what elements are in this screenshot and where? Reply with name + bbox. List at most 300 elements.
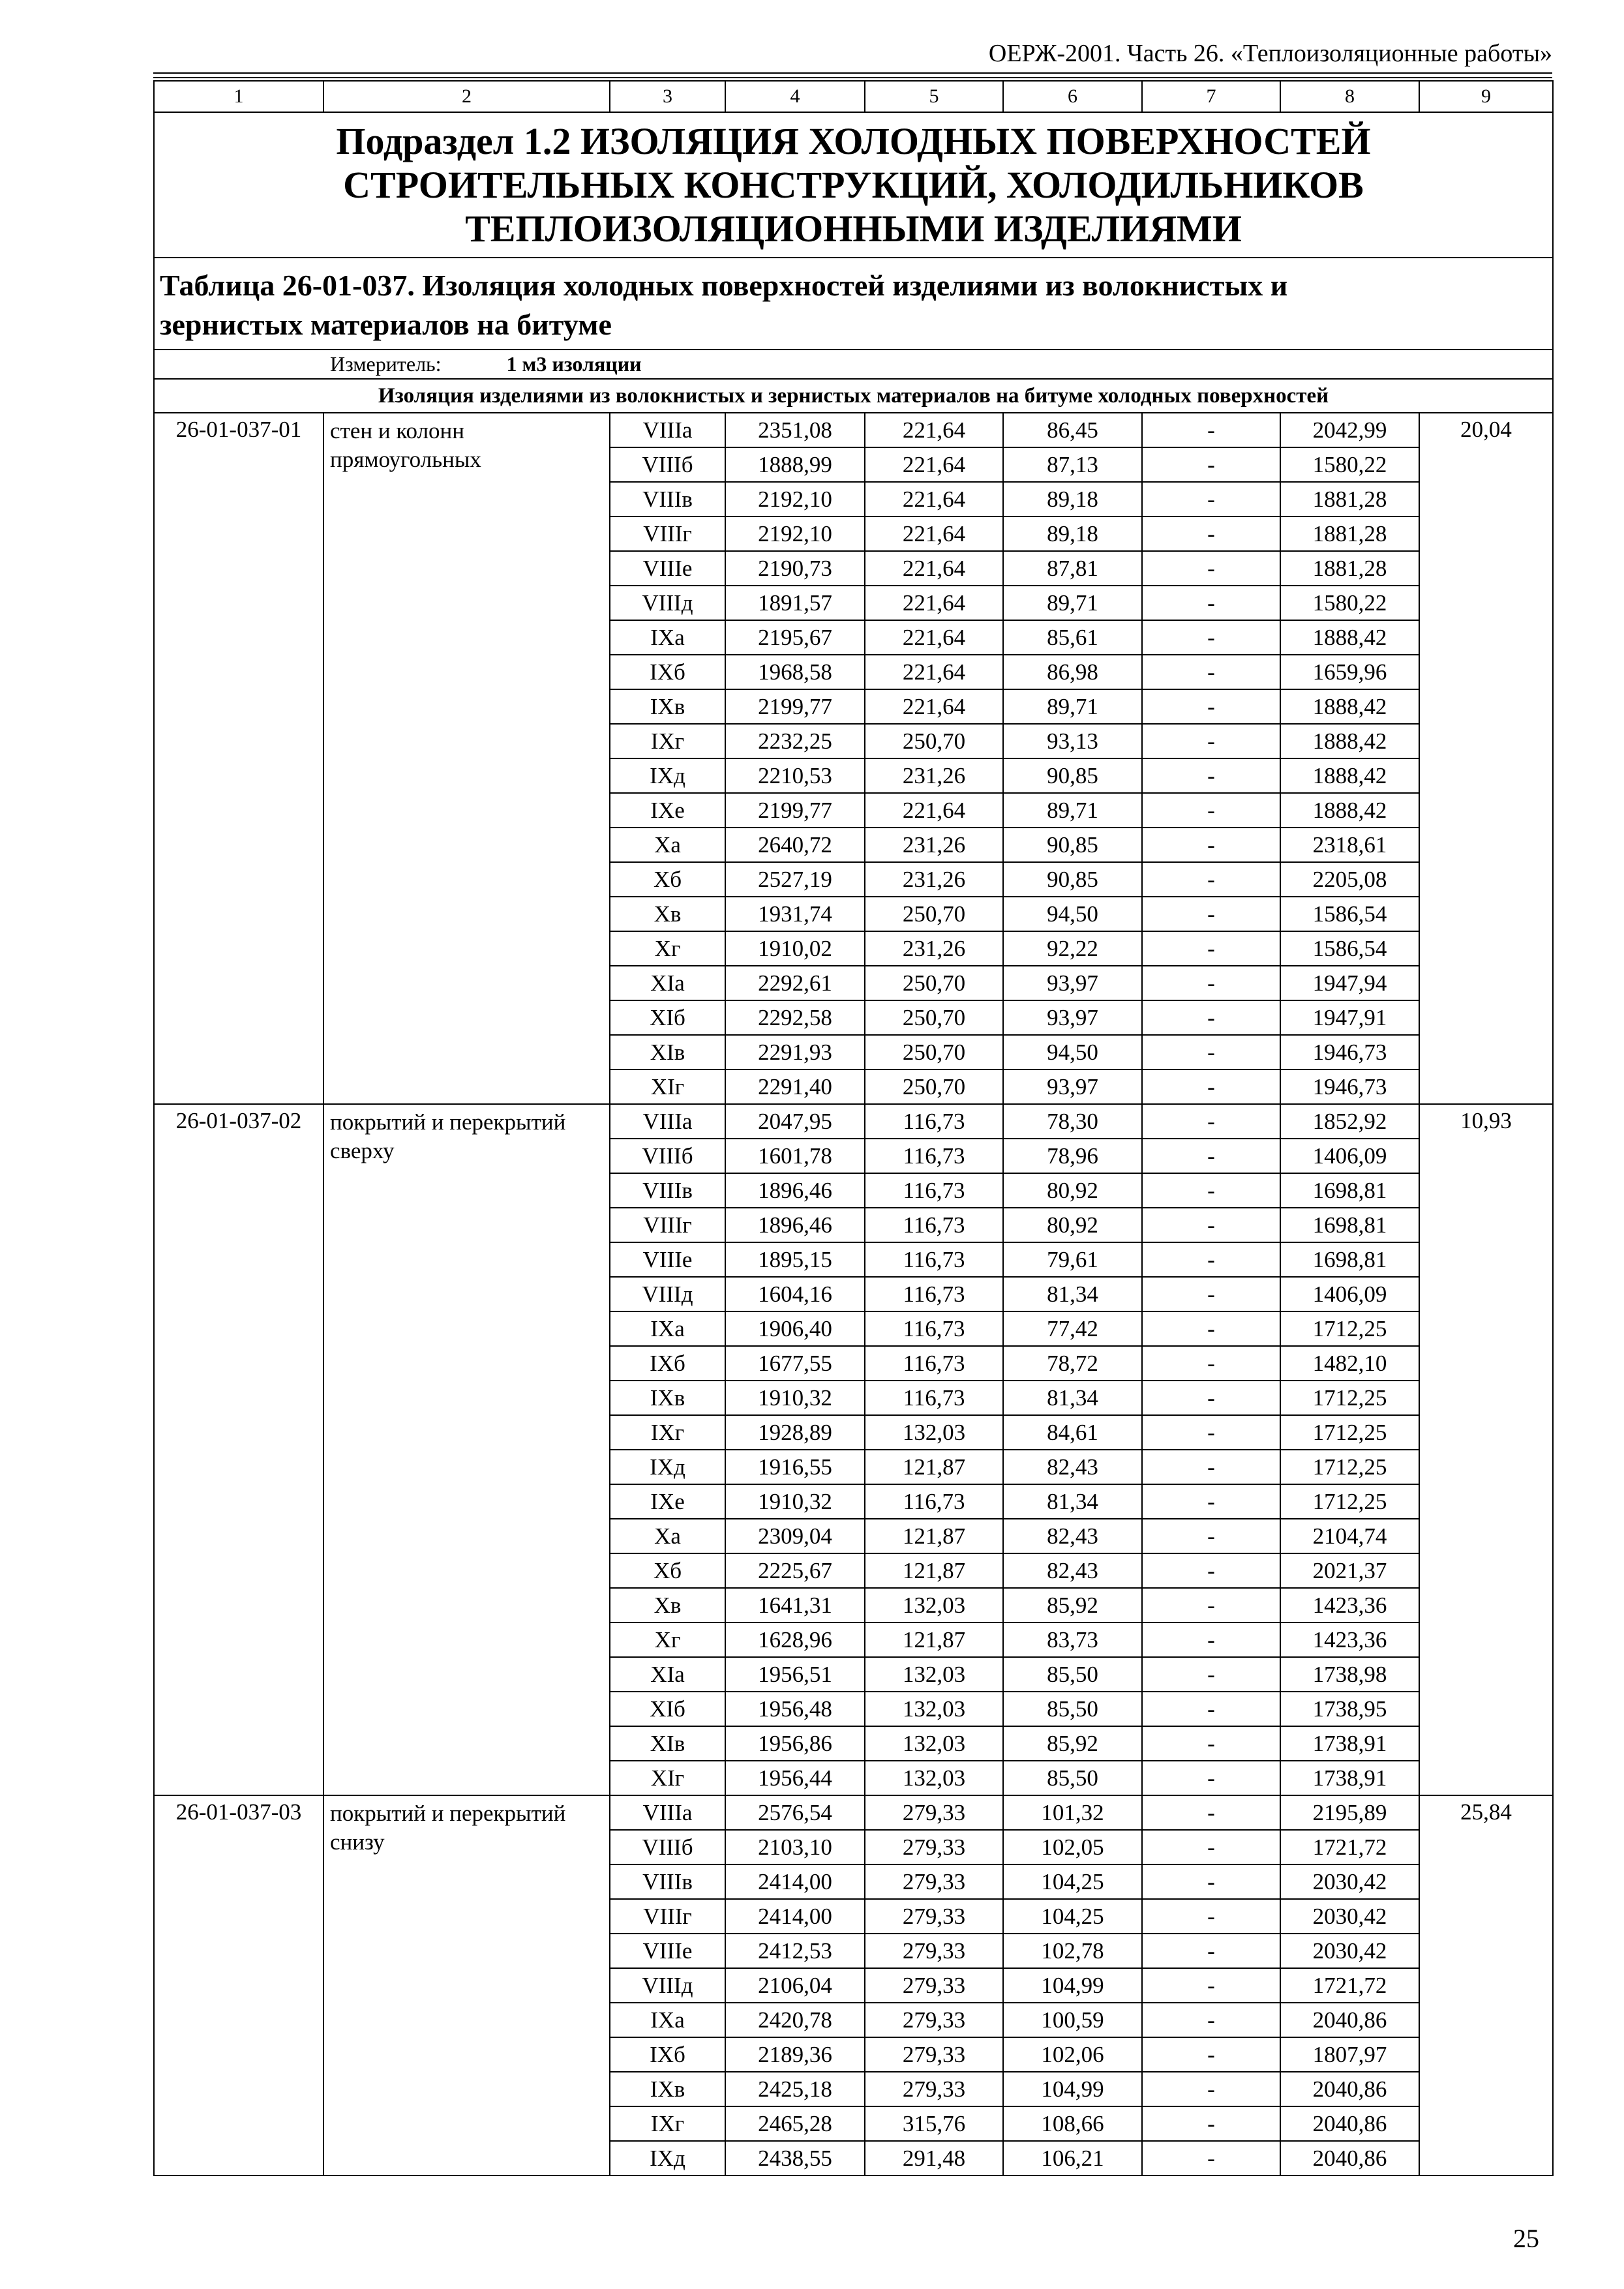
driver-wage-cell: - <box>1142 2003 1280 2037</box>
labor-cost-cell: 132,03 <box>865 1657 1003 1692</box>
zone-cell: Xв <box>610 897 725 931</box>
zone-cell: IXе <box>610 1484 725 1519</box>
machine-cost-cell: 104,99 <box>1003 2072 1142 2106</box>
material-cost-cell: 1738,91 <box>1280 1761 1419 1795</box>
driver-wage-cell: - <box>1142 1000 1280 1035</box>
section-title-line: СТРОИТЕЛЬНЫХ КОНСТРУКЦИЙ, ХОЛОДИЛЬНИКОВ <box>343 164 1364 206</box>
total-cost-cell: 1677,55 <box>725 1346 865 1381</box>
machine-cost-cell: 104,25 <box>1003 1899 1142 1934</box>
zone-cell: Xа <box>610 1519 725 1553</box>
labor-cost-cell: 132,03 <box>865 1692 1003 1726</box>
zone-cell: IXд <box>610 2141 725 2176</box>
labor-cost-cell: 132,03 <box>865 1588 1003 1623</box>
description-cell: покрытий и перекрытий снизу <box>323 1795 610 2176</box>
total-cost-cell: 2465,28 <box>725 2106 865 2141</box>
material-cost-cell: 1721,72 <box>1280 1968 1419 2003</box>
machine-cost-cell: 102,05 <box>1003 1830 1142 1864</box>
zone-cell: Xв <box>610 1588 725 1623</box>
machine-cost-cell: 93,97 <box>1003 1070 1142 1104</box>
driver-wage-cell: - <box>1142 1208 1280 1242</box>
machine-cost-cell: 89,71 <box>1003 689 1142 724</box>
total-cost-cell: 1956,86 <box>725 1726 865 1761</box>
machine-cost-cell: 81,34 <box>1003 1381 1142 1415</box>
total-cost-cell: 2576,54 <box>725 1795 865 1830</box>
machine-cost-cell: 89,71 <box>1003 793 1142 828</box>
material-cost-cell: 1888,42 <box>1280 689 1419 724</box>
driver-wage-cell: - <box>1142 551 1280 586</box>
labor-cost-cell: 221,64 <box>865 413 1003 447</box>
zone-cell: XIг <box>610 1761 725 1795</box>
material-cost-cell: 2040,86 <box>1280 2072 1419 2106</box>
driver-wage-cell: - <box>1142 1277 1280 1311</box>
labor-cost-cell: 116,73 <box>865 1311 1003 1346</box>
total-cost-cell: 1928,89 <box>725 1415 865 1450</box>
total-cost-cell: 2199,77 <box>725 793 865 828</box>
labor-cost-cell: 231,26 <box>865 862 1003 897</box>
zone-cell: VIIIг <box>610 1899 725 1934</box>
machine-cost-cell: 92,22 <box>1003 931 1142 966</box>
table-title <box>154 258 1553 350</box>
machine-cost-cell: 102,78 <box>1003 1934 1142 1968</box>
zone-cell: VIIIе <box>610 1934 725 1968</box>
zone-cell: IXа <box>610 1311 725 1346</box>
labor-rate-cell: 10,93 <box>1419 1104 1553 1795</box>
material-cost-cell: 1947,91 <box>1280 1000 1419 1035</box>
zone-cell: IXв <box>610 1381 725 1415</box>
machine-cost-cell: 85,92 <box>1003 1726 1142 1761</box>
zone-cell: Xг <box>610 931 725 966</box>
material-cost-cell: 1888,42 <box>1280 793 1419 828</box>
meter-label: Измеритель: <box>330 352 442 376</box>
labor-cost-cell: 231,26 <box>865 758 1003 793</box>
labor-cost-cell: 250,70 <box>865 1000 1003 1035</box>
machine-cost-cell: 93,13 <box>1003 724 1142 758</box>
total-cost-cell: 1916,55 <box>725 1450 865 1484</box>
zone-cell: XIв <box>610 1726 725 1761</box>
material-cost-cell: 1881,28 <box>1280 551 1419 586</box>
machine-cost-cell: 102,06 <box>1003 2037 1142 2072</box>
driver-wage-cell: - <box>1142 1623 1280 1657</box>
driver-wage-cell: - <box>1142 2072 1280 2106</box>
zone-cell: VIIIд <box>610 1968 725 2003</box>
driver-wage-cell: - <box>1142 1381 1280 1415</box>
driver-wage-cell: - <box>1142 862 1280 897</box>
machine-cost-cell: 78,30 <box>1003 1104 1142 1139</box>
zone-cell: IXе <box>610 793 725 828</box>
material-cost-cell: 1807,97 <box>1280 2037 1419 2072</box>
material-cost-cell: 1712,25 <box>1280 1381 1419 1415</box>
material-cost-cell: 2195,89 <box>1280 1795 1419 1830</box>
total-cost-cell: 1641,31 <box>725 1588 865 1623</box>
machine-cost-cell: 108,66 <box>1003 2106 1142 2141</box>
machine-cost-cell: 80,92 <box>1003 1173 1142 1208</box>
total-cost-cell: 1604,16 <box>725 1277 865 1311</box>
machine-cost-cell: 85,50 <box>1003 1761 1142 1795</box>
column-number: 1 <box>154 81 323 112</box>
material-cost-cell: 1738,98 <box>1280 1657 1419 1692</box>
driver-wage-cell: - <box>1142 2037 1280 2072</box>
machine-cost-cell: 106,21 <box>1003 2141 1142 2176</box>
machine-cost-cell: 81,34 <box>1003 1277 1142 1311</box>
total-cost-cell: 2640,72 <box>725 828 865 862</box>
material-cost-cell: 1852,92 <box>1280 1104 1419 1139</box>
machine-cost-cell: 90,85 <box>1003 862 1142 897</box>
material-cost-cell: 1406,09 <box>1280 1139 1419 1173</box>
driver-wage-cell: - <box>1142 1934 1280 1968</box>
zone-cell: Xа <box>610 828 725 862</box>
labor-cost-cell: 221,64 <box>865 620 1003 655</box>
zone-cell: VIIIд <box>610 586 725 620</box>
total-cost-cell: 1931,74 <box>725 897 865 931</box>
group-header: Изоляция изделиями из волокнистых и зернистых материалов на битуме холодных поверхностей <box>154 379 1553 413</box>
total-cost-cell: 1601,78 <box>725 1139 865 1173</box>
zone-cell: XIа <box>610 1657 725 1692</box>
driver-wage-cell: - <box>1142 2106 1280 2141</box>
total-cost-cell: 1888,99 <box>725 447 865 482</box>
total-cost-cell: 2232,25 <box>725 724 865 758</box>
zone-cell: VIIIв <box>610 1864 725 1899</box>
column-number: 9 <box>1419 81 1553 112</box>
labor-cost-cell: 279,33 <box>865 1830 1003 1864</box>
material-cost-cell: 1580,22 <box>1280 447 1419 482</box>
machine-cost-cell: 89,71 <box>1003 586 1142 620</box>
total-cost-cell: 1896,46 <box>725 1208 865 1242</box>
zone-cell: IXд <box>610 1450 725 1484</box>
total-cost-cell: 1968,58 <box>725 655 865 689</box>
driver-wage-cell: - <box>1142 724 1280 758</box>
table-row <box>154 1104 1553 1139</box>
driver-wage-cell: - <box>1142 1104 1280 1139</box>
driver-wage-cell: - <box>1142 1035 1280 1070</box>
machine-cost-cell: 85,61 <box>1003 620 1142 655</box>
zone-cell: Xг <box>610 1623 725 1657</box>
labor-cost-cell: 221,64 <box>865 586 1003 620</box>
driver-wage-cell: - <box>1142 758 1280 793</box>
driver-wage-cell: - <box>1142 1968 1280 2003</box>
driver-wage-cell: - <box>1142 931 1280 966</box>
machine-cost-cell: 85,50 <box>1003 1657 1142 1692</box>
labor-cost-cell: 250,70 <box>865 897 1003 931</box>
column-number: 6 <box>1003 81 1142 112</box>
total-cost-cell: 1910,32 <box>725 1484 865 1519</box>
material-cost-cell: 2030,42 <box>1280 1864 1419 1899</box>
total-cost-cell: 2527,19 <box>725 862 865 897</box>
total-cost-cell: 2189,36 <box>725 2037 865 2072</box>
running-header: ОЕРЖ-2001. Часть 26. «Теплоизоляционные работы» <box>988 40 1552 67</box>
machine-cost-cell: 89,18 <box>1003 482 1142 516</box>
machine-cost-cell: 104,25 <box>1003 1864 1142 1899</box>
zone-cell: XIб <box>610 1692 725 1726</box>
material-cost-cell: 1712,25 <box>1280 1450 1419 1484</box>
labor-cost-cell: 279,33 <box>865 1864 1003 1899</box>
page-number: 25 <box>1513 2224 1539 2253</box>
group-header-row <box>154 379 1553 413</box>
labor-cost-cell: 121,87 <box>865 1623 1003 1657</box>
material-cost-cell: 1888,42 <box>1280 620 1419 655</box>
zone-cell: XIа <box>610 966 725 1000</box>
machine-cost-cell: 80,92 <box>1003 1208 1142 1242</box>
machine-cost-cell: 93,97 <box>1003 966 1142 1000</box>
labor-cost-cell: 132,03 <box>865 1415 1003 1450</box>
driver-wage-cell: - <box>1142 655 1280 689</box>
table-title-row <box>154 258 1553 350</box>
rate-code-cell: 26-01-037-03 <box>154 1795 323 2176</box>
rate-code-cell: 26-01-037-01 <box>154 413 323 1104</box>
table-row <box>154 1795 1553 1830</box>
total-cost-cell: 2425,18 <box>725 2072 865 2106</box>
zone-cell: VIIIг <box>610 1208 725 1242</box>
material-cost-cell: 2042,99 <box>1280 413 1419 447</box>
labor-cost-cell: 132,03 <box>865 1761 1003 1795</box>
meter-row <box>154 350 1553 379</box>
total-cost-cell: 1956,51 <box>725 1657 865 1692</box>
zone-cell: VIIIа <box>610 413 725 447</box>
labor-cost-cell: 250,70 <box>865 724 1003 758</box>
rate-code-cell: 26-01-037-02 <box>154 1104 323 1795</box>
total-cost-cell: 2047,95 <box>725 1104 865 1139</box>
meter-value: 1 м3 изоляции <box>506 352 642 376</box>
labor-rate-cell: 20,04 <box>1419 413 1553 1104</box>
machine-cost-cell: 84,61 <box>1003 1415 1142 1450</box>
driver-wage-cell: - <box>1142 1864 1280 1899</box>
material-cost-cell: 1721,72 <box>1280 1830 1419 1864</box>
machine-cost-cell: 101,32 <box>1003 1795 1142 1830</box>
driver-wage-cell: - <box>1142 1242 1280 1277</box>
column-number: 4 <box>725 81 865 112</box>
labor-rate-cell: 25,84 <box>1419 1795 1553 2176</box>
machine-cost-cell: 81,34 <box>1003 1484 1142 1519</box>
column-number: 3 <box>610 81 725 112</box>
zone-cell: XIв <box>610 1035 725 1070</box>
section-title-line: ТЕПЛОИЗОЛЯЦИОННЫМИ ИЗДЕЛИЯМИ <box>465 207 1242 250</box>
document-body <box>153 80 1552 2176</box>
total-cost-cell: 1956,44 <box>725 1761 865 1795</box>
machine-cost-cell: 79,61 <box>1003 1242 1142 1277</box>
labor-cost-cell: 221,64 <box>865 551 1003 586</box>
labor-cost-cell: 116,73 <box>865 1208 1003 1242</box>
total-cost-cell: 2438,55 <box>725 2141 865 2176</box>
machine-cost-cell: 85,92 <box>1003 1588 1142 1623</box>
total-cost-cell: 2414,00 <box>725 1864 865 1899</box>
labor-cost-cell: 221,64 <box>865 689 1003 724</box>
zone-cell: IXб <box>610 655 725 689</box>
material-cost-cell: 2030,42 <box>1280 1899 1419 1934</box>
machine-cost-cell: 78,72 <box>1003 1346 1142 1381</box>
machine-cost-cell: 93,97 <box>1003 1000 1142 1035</box>
driver-wage-cell: - <box>1142 413 1280 447</box>
machine-cost-cell: 82,43 <box>1003 1450 1142 1484</box>
labor-cost-cell: 121,87 <box>865 1519 1003 1553</box>
labor-cost-cell: 116,73 <box>865 1173 1003 1208</box>
labor-cost-cell: 279,33 <box>865 1899 1003 1934</box>
total-cost-cell: 2192,10 <box>725 516 865 551</box>
section-title-row <box>154 112 1553 258</box>
material-cost-cell: 1482,10 <box>1280 1346 1419 1381</box>
material-cost-cell: 1423,36 <box>1280 1588 1419 1623</box>
material-cost-cell: 1738,95 <box>1280 1692 1419 1726</box>
total-cost-cell: 1906,40 <box>725 1311 865 1346</box>
zone-cell: VIIIа <box>610 1795 725 1830</box>
zone-cell: IXв <box>610 2072 725 2106</box>
labor-cost-cell: 221,64 <box>865 793 1003 828</box>
material-cost-cell: 1738,91 <box>1280 1726 1419 1761</box>
labor-cost-cell: 279,33 <box>865 2037 1003 2072</box>
total-cost-cell: 2199,77 <box>725 689 865 724</box>
total-cost-cell: 2412,53 <box>725 1934 865 1968</box>
zone-cell: IXг <box>610 1415 725 1450</box>
description-cell: покрытий и перекрытий сверху <box>323 1104 610 1795</box>
total-cost-cell: 2292,58 <box>725 1000 865 1035</box>
column-number: 8 <box>1280 81 1419 112</box>
labor-cost-cell: 116,73 <box>865 1381 1003 1415</box>
driver-wage-cell: - <box>1142 1692 1280 1726</box>
material-cost-cell: 2040,86 <box>1280 2003 1419 2037</box>
machine-cost-cell: 94,50 <box>1003 897 1142 931</box>
material-cost-cell: 1712,25 <box>1280 1415 1419 1450</box>
labor-cost-cell: 231,26 <box>865 828 1003 862</box>
labor-cost-cell: 250,70 <box>865 1035 1003 1070</box>
zone-cell: VIIIа <box>610 1104 725 1139</box>
machine-cost-cell: 82,43 <box>1003 1553 1142 1588</box>
material-cost-cell: 1881,28 <box>1280 482 1419 516</box>
total-cost-cell: 2291,40 <box>725 1070 865 1104</box>
material-cost-cell: 1946,73 <box>1280 1035 1419 1070</box>
section-title-line: Подраздел 1.2 ИЗОЛЯЦИЯ ХОЛОДНЫХ ПОВЕРХНОСТЕЙ <box>336 120 1371 162</box>
zone-cell: VIIIб <box>610 1830 725 1864</box>
material-cost-cell: 1947,94 <box>1280 966 1419 1000</box>
labor-cost-cell: 116,73 <box>865 1277 1003 1311</box>
material-cost-cell: 2318,61 <box>1280 828 1419 862</box>
driver-wage-cell: - <box>1142 1899 1280 1934</box>
driver-wage-cell: - <box>1142 1795 1280 1830</box>
driver-wage-cell: - <box>1142 1588 1280 1623</box>
zone-cell: XIб <box>610 1000 725 1035</box>
material-cost-cell: 1888,42 <box>1280 758 1419 793</box>
labor-cost-cell: 279,33 <box>865 1968 1003 2003</box>
labor-cost-cell: 250,70 <box>865 966 1003 1000</box>
zone-cell: VIIIб <box>610 1139 725 1173</box>
driver-wage-cell: - <box>1142 1657 1280 1692</box>
total-cost-cell: 2309,04 <box>725 1519 865 1553</box>
driver-wage-cell: - <box>1142 1553 1280 1588</box>
labor-cost-cell: 221,64 <box>865 655 1003 689</box>
total-cost-cell: 2210,53 <box>725 758 865 793</box>
labor-cost-cell: 279,33 <box>865 2072 1003 2106</box>
machine-cost-cell: 87,81 <box>1003 551 1142 586</box>
total-cost-cell: 1956,48 <box>725 1692 865 1726</box>
driver-wage-cell: - <box>1142 828 1280 862</box>
zone-cell: VIIIе <box>610 551 725 586</box>
machine-cost-cell: 86,98 <box>1003 655 1142 689</box>
total-cost-cell: 2225,67 <box>725 1553 865 1588</box>
zone-cell: XIг <box>610 1070 725 1104</box>
total-cost-cell: 2291,93 <box>725 1035 865 1070</box>
total-cost-cell: 2106,04 <box>725 1968 865 2003</box>
labor-cost-cell: 231,26 <box>865 931 1003 966</box>
machine-cost-cell: 83,73 <box>1003 1623 1142 1657</box>
material-cost-cell: 2040,86 <box>1280 2141 1419 2176</box>
material-cost-cell: 1423,36 <box>1280 1623 1419 1657</box>
machine-cost-cell: 94,50 <box>1003 1035 1142 1070</box>
total-cost-cell: 2195,67 <box>725 620 865 655</box>
zone-cell: VIIIе <box>610 1242 725 1277</box>
driver-wage-cell: - <box>1142 586 1280 620</box>
material-cost-cell: 2021,37 <box>1280 1553 1419 1588</box>
labor-cost-cell: 291,48 <box>865 2141 1003 2176</box>
material-cost-cell: 1712,25 <box>1280 1484 1419 1519</box>
zone-cell: IXб <box>610 1346 725 1381</box>
machine-cost-cell: 104,99 <box>1003 1968 1142 2003</box>
material-cost-cell: 2205,08 <box>1280 862 1419 897</box>
total-cost-cell: 1910,32 <box>725 1381 865 1415</box>
labor-cost-cell: 221,64 <box>865 482 1003 516</box>
material-cost-cell: 1881,28 <box>1280 516 1419 551</box>
machine-cost-cell: 86,45 <box>1003 413 1142 447</box>
header-rule-top <box>153 72 1552 74</box>
total-cost-cell: 1896,46 <box>725 1173 865 1208</box>
labor-cost-cell: 121,87 <box>865 1553 1003 1588</box>
driver-wage-cell: - <box>1142 793 1280 828</box>
table-row <box>154 413 1553 447</box>
material-cost-cell: 1659,96 <box>1280 655 1419 689</box>
zone-cell: IXб <box>610 2037 725 2072</box>
header-rule-bottom <box>153 77 1552 78</box>
total-cost-cell: 2192,10 <box>725 482 865 516</box>
zone-cell: VIIIв <box>610 1173 725 1208</box>
labor-cost-cell: 121,87 <box>865 1450 1003 1484</box>
labor-cost-cell: 116,73 <box>865 1346 1003 1381</box>
zone-cell: VIIIд <box>610 1277 725 1311</box>
labor-cost-cell: 279,33 <box>865 1795 1003 1830</box>
zone-cell: Xб <box>610 1553 725 1588</box>
total-cost-cell: 2292,61 <box>725 966 865 1000</box>
driver-wage-cell: - <box>1142 620 1280 655</box>
machine-cost-cell: 87,13 <box>1003 447 1142 482</box>
material-cost-cell: 1698,81 <box>1280 1173 1419 1208</box>
machine-cost-cell: 90,85 <box>1003 758 1142 793</box>
rates-table <box>153 80 1554 2176</box>
machine-cost-cell: 85,50 <box>1003 1692 1142 1726</box>
labor-cost-cell: 116,73 <box>865 1104 1003 1139</box>
table-title-line: Таблица 26-01-037. Изоляция холодных поверхностей изделиями из волокнистых и <box>160 269 1288 302</box>
labor-cost-cell: 116,73 <box>865 1242 1003 1277</box>
driver-wage-cell: - <box>1142 1761 1280 1795</box>
material-cost-cell: 1586,54 <box>1280 931 1419 966</box>
driver-wage-cell: - <box>1142 1726 1280 1761</box>
total-cost-cell: 1628,96 <box>725 1623 865 1657</box>
machine-cost-cell: 77,42 <box>1003 1311 1142 1346</box>
column-number: 7 <box>1142 81 1280 112</box>
zone-cell: VIIIг <box>610 516 725 551</box>
material-cost-cell: 1580,22 <box>1280 586 1419 620</box>
driver-wage-cell: - <box>1142 1311 1280 1346</box>
column-number: 5 <box>865 81 1003 112</box>
total-cost-cell: 1910,02 <box>725 931 865 966</box>
machine-cost-cell: 100,59 <box>1003 2003 1142 2037</box>
column-number-row <box>154 81 1553 112</box>
material-cost-cell: 1946,73 <box>1280 1070 1419 1104</box>
zone-cell: IXв <box>610 689 725 724</box>
material-cost-cell: 1698,81 <box>1280 1208 1419 1242</box>
driver-wage-cell: - <box>1142 482 1280 516</box>
total-cost-cell: 2414,00 <box>725 1899 865 1934</box>
labor-cost-cell: 279,33 <box>865 1934 1003 1968</box>
driver-wage-cell: - <box>1142 447 1280 482</box>
section-title <box>154 112 1553 258</box>
zone-cell: Xб <box>610 862 725 897</box>
driver-wage-cell: - <box>1142 516 1280 551</box>
driver-wage-cell: - <box>1142 1450 1280 1484</box>
